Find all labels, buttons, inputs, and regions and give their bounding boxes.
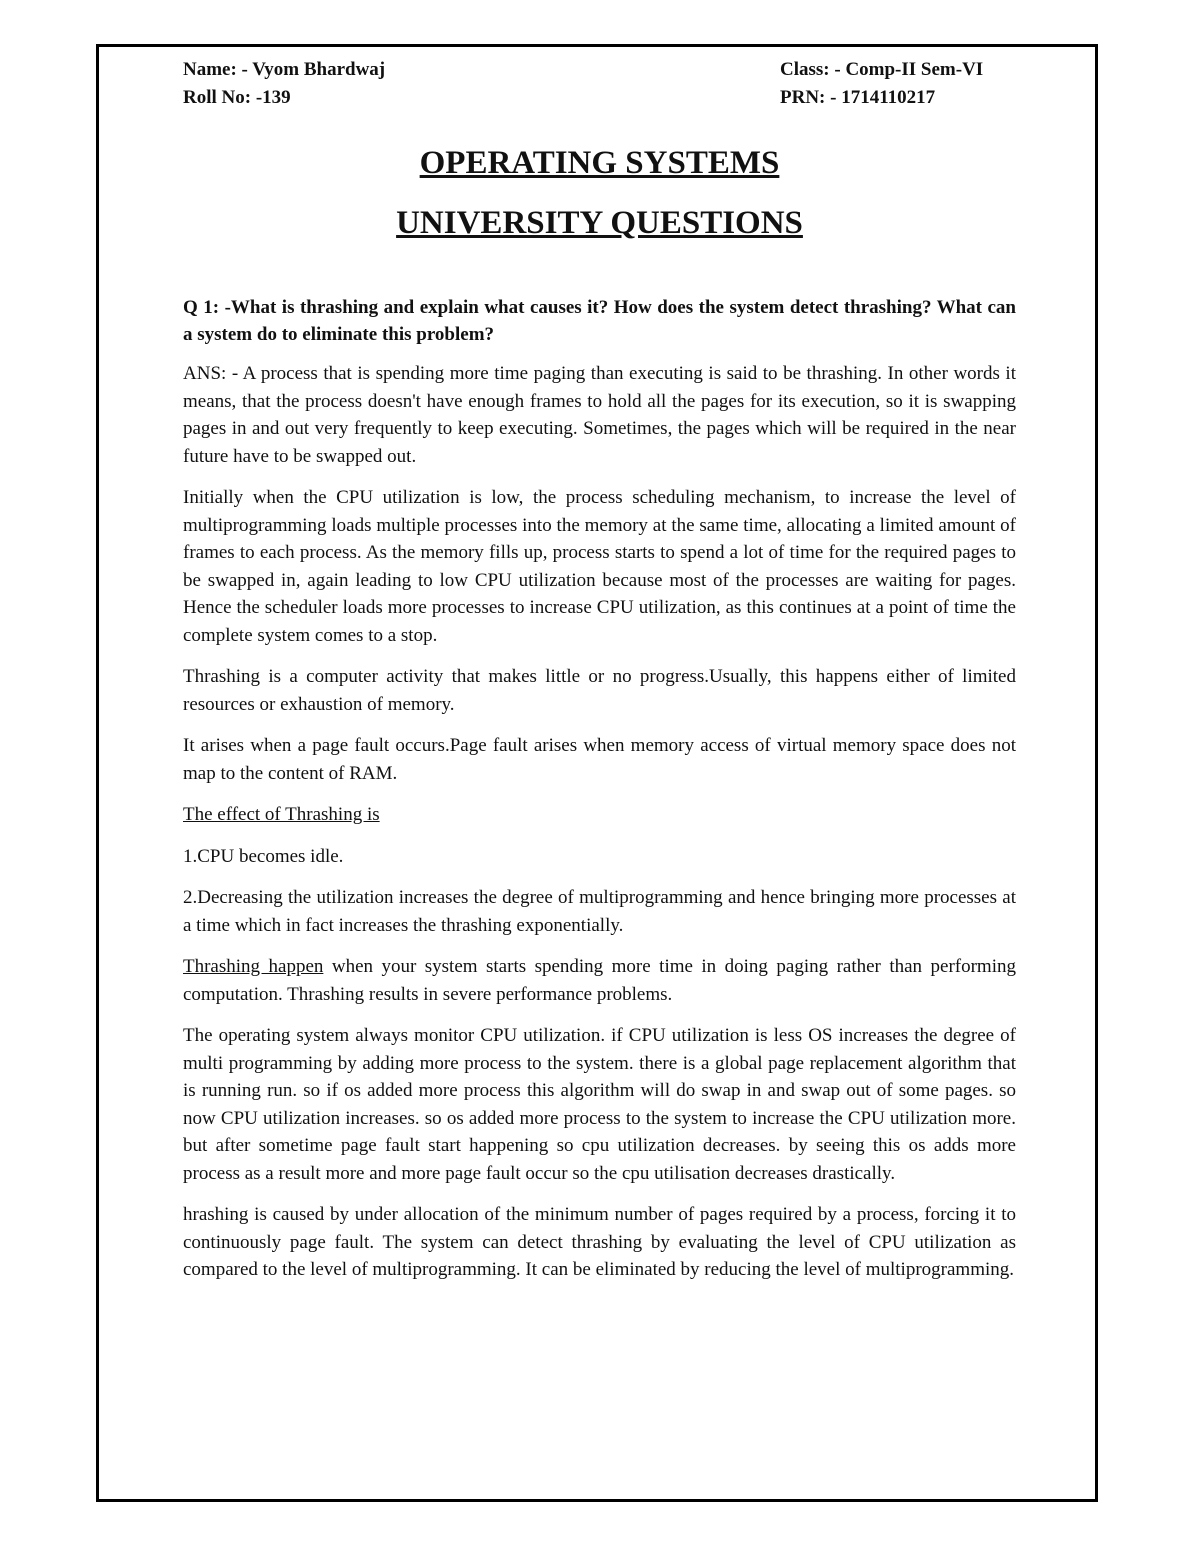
header-row-2 <box>183 84 1016 112</box>
header-row-1 <box>183 56 1016 84</box>
answer-paragraph-4: It arises when a page fault occurs.Page fault arises when memory access of virtual memory space does not map to the content of RAM. <box>183 735 1016 784</box>
document-body <box>183 56 1016 1284</box>
thrashing-happen-lead: Thrashing happen <box>183 956 324 977</box>
effect-item-2: 2.Decreasing the utilization increases the degree of multiprogramming and hence bringing more processes at a time which in fact increases the thrashing exponentially. <box>183 887 1016 936</box>
student-name: Name: - Vyom Bhardwaj <box>183 59 386 80</box>
roll-number: Roll No: -139 <box>183 87 291 108</box>
answer-paragraph-5 <box>183 953 1016 1008</box>
question-text: Q 1: -What is thrashing and explain what causes it? How does the system detect thrashing? What can a system do to eliminate this problem? <box>183 297 1016 345</box>
answer-paragraph-3: Thrashing is a computer activity that makes little or no progress.Usually, this happens either of limited resources or exhaustion of memory. <box>183 666 1016 715</box>
page-subtitle: UNIVERSITY QUESTIONS <box>396 205 803 241</box>
student-class: Class: - Comp-II Sem-VI <box>780 59 984 80</box>
thrashing-happen-rest: when your system starts spending more time in doing paging rather than performing computation. Thrashing results in severe performance problems. <box>183 956 1016 1005</box>
prn-number: PRN: - 1714110217 <box>780 87 936 108</box>
effect-heading: The effect of Thrashing is <box>183 804 380 825</box>
answer-paragraph-1: ANS: - A process that is spending more time paging than executing is said to be thrashing. In other words it means, that the process doesn't have enough frames to hold all the pages for its execution, so it is swapping pages in and out very frequently to keep executing. Sometimes, the pages which will be required in the near future have to be swapped out. <box>183 363 1016 467</box>
answer-paragraph-6: The operating system always monitor CPU utilization. if CPU utilization is less OS increases the degree of multi programming by adding more process to the system. there is a global page replacement algorithm that is running run. so if os added more process this algorithm will do swap in and swap out of some pages. so now CPU utilization increases. so os added more process to the system to increase the CPU utilization more. but after sometime page fault start happening so cpu utilization decreases. by seeing this os adds more process as a result more and more page fault occur so the cpu utilisation decreases drastically. <box>183 1025 1016 1184</box>
answer-paragraph-7: hrashing is caused by under allocation of the minimum number of pages required by a process, forcing it to continuously page fault. The system can detect thrashing by evaluating the level of CPU utilization as compared to the level of multiprogramming. It can be eliminated by reducing the level of multiprogramming. <box>183 1204 1016 1280</box>
answer-paragraph-2: Initially when the CPU utilization is low, the process scheduling mechanism, to increase the level of multiprogramming loads multiple processes into the memory at the same time, allocating a limited amount of frames to each process. As the memory fills up, process starts to spend a lot of time for the required pages to be swapped in, again leading to low CPU utilization because most of the processes are waiting for pages. Hence the scheduler loads more processes to increase CPU utilization, as this continues at a point of time the complete system comes to a stop. <box>183 487 1016 646</box>
effect-item-1: 1.CPU becomes idle. <box>183 845 344 867</box>
page-title: OPERATING SYSTEMS <box>419 145 780 181</box>
